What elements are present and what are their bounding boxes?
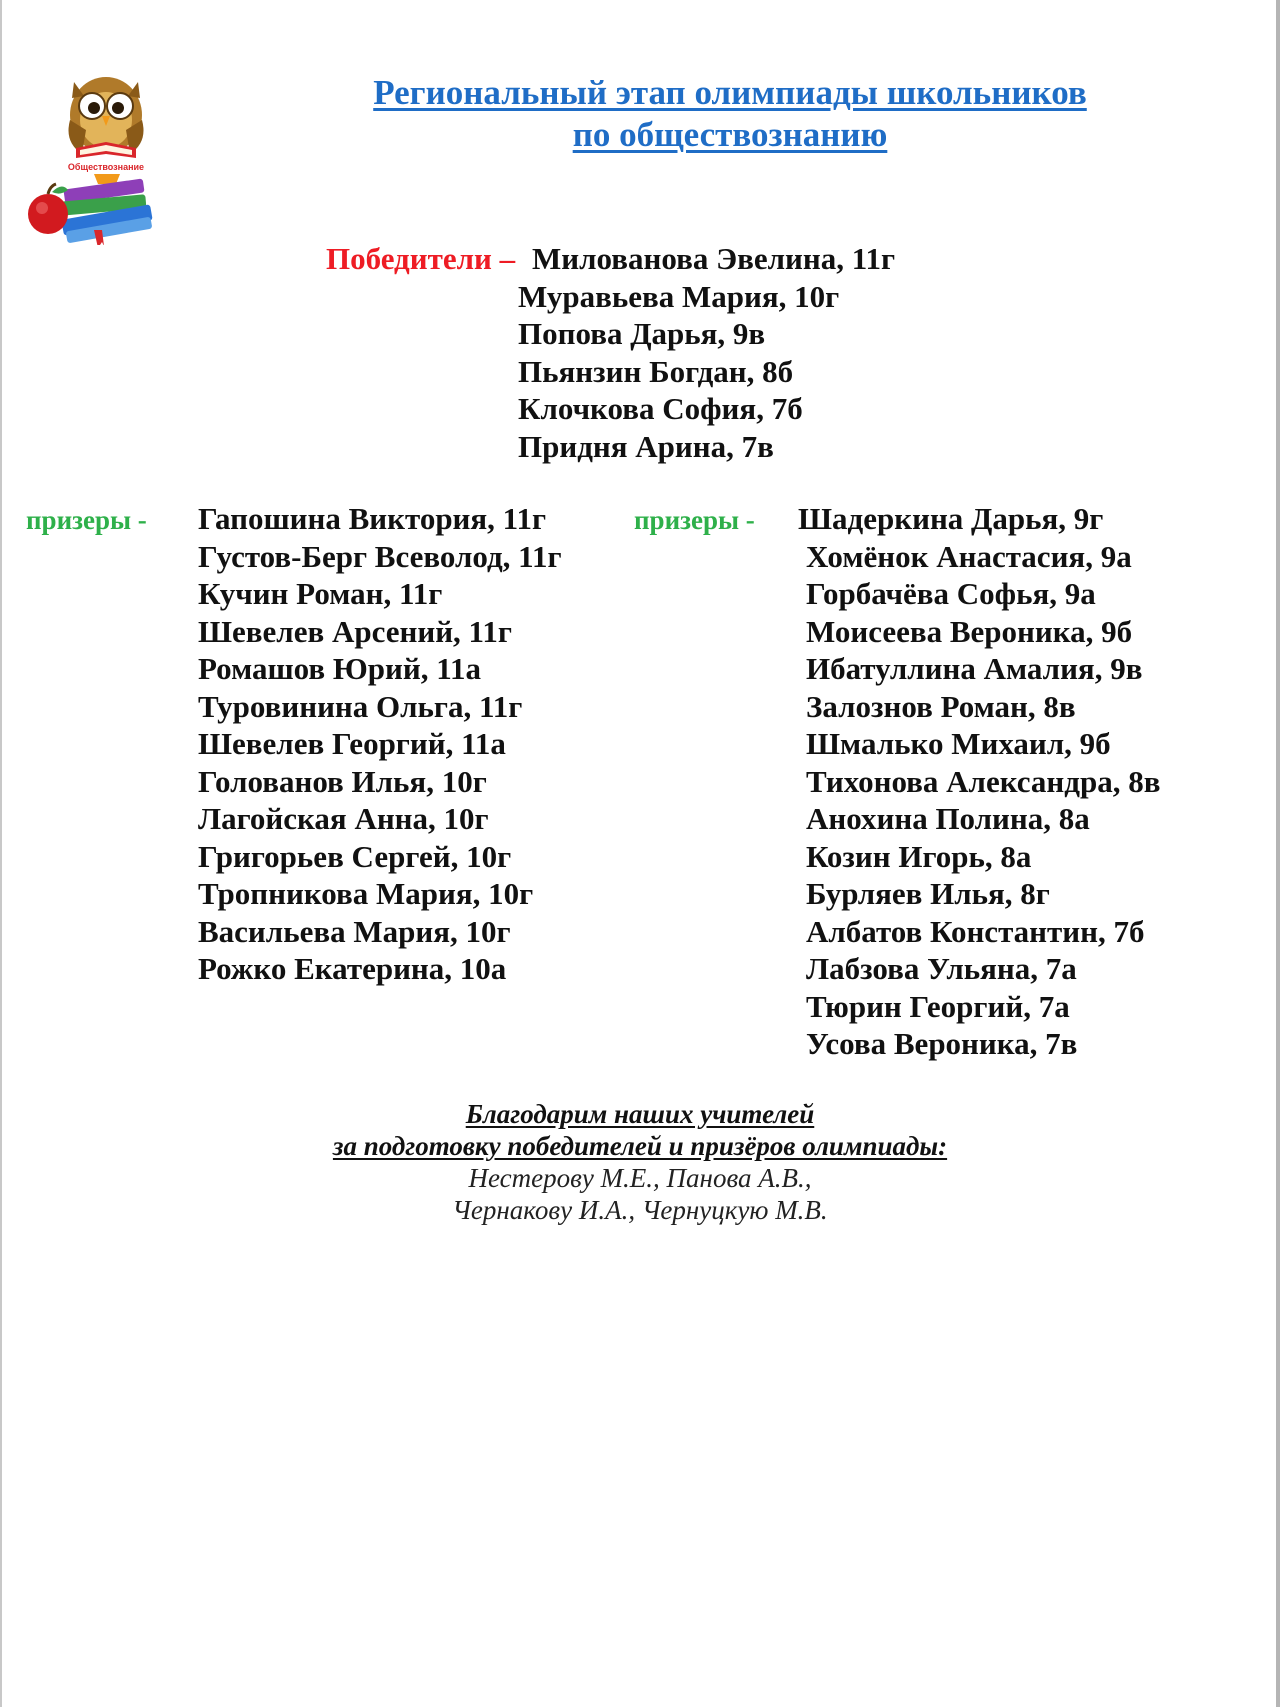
owl-books-apple-icon <box>24 70 164 245</box>
list-item: Шмалько Михаил, 9б <box>806 726 1111 761</box>
list-item: Шевелев Арсений, 11г <box>198 613 512 649</box>
prizewinners-label-right: призеры - <box>634 505 755 535</box>
list-item: Лабзова Ульяна, 7а <box>806 951 1077 986</box>
list-item: Муравьева Мария, 10г <box>518 278 840 314</box>
thanks-block <box>240 1098 1040 1226</box>
list-item: Бурляев Илья, 8г <box>806 876 1050 911</box>
prizewinners-list-right <box>800 500 1160 1063</box>
thanks-line-1: Благодарим наших учителей <box>465 1099 815 1129</box>
list-item: Голованов Илья, 10г <box>198 763 487 799</box>
list-item: Милованова Эвелина, 11г <box>532 241 896 276</box>
list-item: Шадеркина Дарья, 9г <box>798 501 1104 536</box>
list-item: Горбачёва Софья, 9а <box>806 576 1096 611</box>
list-item: Васильева Мария, 10г <box>198 913 511 949</box>
list-item: Тихонова Александра, 8в <box>806 763 1161 799</box>
winners-label: Победители – <box>326 241 516 276</box>
list-item: Тропникова Мария, 10г <box>198 876 534 911</box>
list-item: Шевелев Георгий, 11а <box>198 726 506 761</box>
title-line-1: Региональный этап олимпиады школьников <box>373 73 1087 112</box>
list-item: Густов-Берг Всеволод, 11г <box>198 538 562 574</box>
list-item: Кучин Роман, 11г <box>198 576 443 611</box>
list-item: Гапошина Виктория, 11г <box>198 501 547 536</box>
prizewinners-list-left <box>198 500 562 988</box>
logo-caption: Обществознание <box>67 162 145 172</box>
list-item: Клочкова София, 7б <box>518 391 803 426</box>
list-item: Хомёнок Анастасия, 9а <box>806 538 1132 574</box>
list-item: Пьянзин Богдан, 8б <box>518 353 794 389</box>
list-item: Ромашов Юрий, 11а <box>198 651 482 686</box>
page-border-left <box>0 0 2 1707</box>
list-item: Анохина Полина, 8а <box>806 801 1090 836</box>
list-item: Придня Арина, 7в <box>518 428 774 464</box>
winners-list <box>518 240 896 465</box>
list-item: Усова Вероника, 7в <box>806 1026 1078 1061</box>
page-title <box>290 72 1170 156</box>
list-item: Попова Дарья, 9в <box>518 316 766 351</box>
prizewinners-label-left: призеры - <box>26 505 147 535</box>
list-item: Туровинина Ольга, 11г <box>198 688 523 724</box>
list-item: Лагойская Анна, 10г <box>198 801 489 836</box>
teachers-line-2: Чернакову И.А., Чернуцкую М.В. <box>452 1195 828 1225</box>
title-line-2: по обществознанию <box>572 115 888 154</box>
list-item: Григорьев Сергей, 10г <box>198 838 512 874</box>
teachers-line-1: Нестерову М.Е., Панова А.В., <box>468 1163 812 1193</box>
list-item: Албатов Константин, 7б <box>806 913 1145 949</box>
list-item: Рожко Екатерина, 10а <box>198 951 507 986</box>
thanks-line-2: за подготовку победителей и призёров олимпиады: <box>332 1131 948 1161</box>
list-item: Тюрин Георгий, 7а <box>806 988 1070 1024</box>
list-item: Козин Игорь, 8а <box>806 838 1032 874</box>
page-border-right <box>1276 0 1280 1707</box>
list-item: Ибатуллина Амалия, 9в <box>806 651 1143 686</box>
list-item: Залознов Роман, 8в <box>806 688 1076 724</box>
list-item: Моисеева Вероника, 9б <box>806 613 1133 649</box>
